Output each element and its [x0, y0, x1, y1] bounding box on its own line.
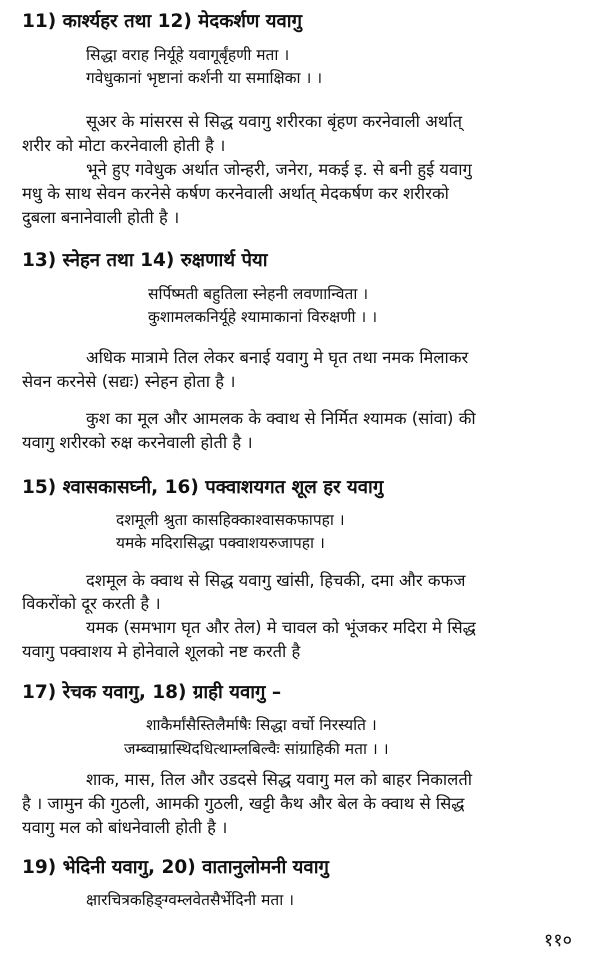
section-heading-rechak: 17) रेचक यवागु, 18) ग्राही यवागु – [22, 682, 282, 703]
section-heading-shvaskas: 15) श्वासकासघ्नी, 16) पक्वाशयगत शूल हर यवागु [22, 477, 384, 498]
paragraph-line: भूने हुए गवेधुक अर्थात जोन्हरी, जनेरा, मकई इ. से बनी हुई यवागु [86, 160, 472, 179]
paragraph-line: यमक (समभाग घृत और तेल) मे चावल को भूंजकर मदिरा मे सिद्ध [86, 618, 476, 637]
paragraph-line: सेवन करनेसे (सद्यः) स्नेहन होता है । [22, 372, 236, 391]
paragraph-line: यवागु शरीरको रुक्ष करनेवाली होती है । [22, 433, 253, 452]
paragraph-line: विकरोंको दूर करती है । [22, 594, 161, 613]
verse-line: गवेधुकानां भृष्टानां कर्शनी या समाक्षिका । । [86, 69, 323, 87]
paragraph-line: है । जामुन की गुठली, आमकी गुठली, खट्टी कैथ और बेल के क्वाथ से सिद्ध [22, 794, 465, 813]
verse-line: यमके मदिरासिद्धा पक्वाशयरुजापहा । [116, 534, 325, 552]
paragraph-line: शरीर को मोटा करनेवाली होती है । [22, 136, 226, 155]
section-heading-bhedini: 19) भेदिनी यवागु, 20) वातानुलोमनी यवागु [22, 857, 329, 878]
paragraph-line: दशमूल के क्वाथ से सिद्ध यवागु खांसी, हिचकी, दमा और कफज [86, 571, 466, 590]
section-heading-kaarshya: 11) कार्श्यहर तथा 12) मेदकर्शण यवागु [22, 11, 303, 32]
paragraph-line: सूअर के मांसरस से सिद्ध यवागु शरीरका बृंहण करनेवाली अर्थात् [86, 112, 463, 131]
paragraph-line: अधिक मात्रामे तिल लेकर बनाई यवागु मे घृत तथा नमक मिलाकर [86, 348, 469, 367]
verse-line: सर्पिष्मती बहुतिला स्नेहनी लवणान्विता । [148, 285, 369, 303]
verse-line: सिद्धा वराह निर्यूहे यवागूर्बृंहणी मता । [86, 46, 290, 64]
paragraph-line: दुबला बनानेवाली होती है । [22, 208, 180, 227]
page-number: ११० [543, 930, 572, 951]
paragraph-line: मधु के साथ सेवन करनेसे कर्षण करनेवाली अर्थात् मेदकर्षण कर शरीरको [22, 184, 449, 203]
paragraph-line: शाक, मास, तिल और उडदसे सिद्ध यवागु मल को बाहर निकालती [86, 770, 473, 789]
verse-line: दशमूली श्रुता कासहिक्काश्वासकफापहा । [116, 511, 345, 529]
paragraph-line: कुश का मूल और आमलक के क्वाथ से निर्मित श्यामक (सांवा) की [86, 409, 476, 428]
paragraph-line: यवागु मल को बांधनेवाली होती है । [22, 818, 228, 837]
verse-line: क्षारचित्रकहिङ्ग्वम्लवेतसैर्भेदिनी मता । [86, 891, 295, 909]
verse-line: कुशामलकनिर्यूहे श्यामाकानां विरुक्षणी । । [148, 308, 378, 326]
paragraph-line: यवागु पक्वाशय मे होनेवाले शूलको नष्ट करती है [22, 642, 301, 661]
verse-line: शाकैर्मांसैस्तिलैर्माषैः सिद्धा वर्चो निरस्यति । [146, 716, 377, 734]
section-heading-snehan: 13) स्नेहन तथा 14) रुक्षणार्थ पेया [22, 250, 268, 271]
verse-line: जम्ब्वाम्रास्थिदधित्थाम्लबिल्वैः सांग्राहिकी मता । । [124, 740, 389, 758]
